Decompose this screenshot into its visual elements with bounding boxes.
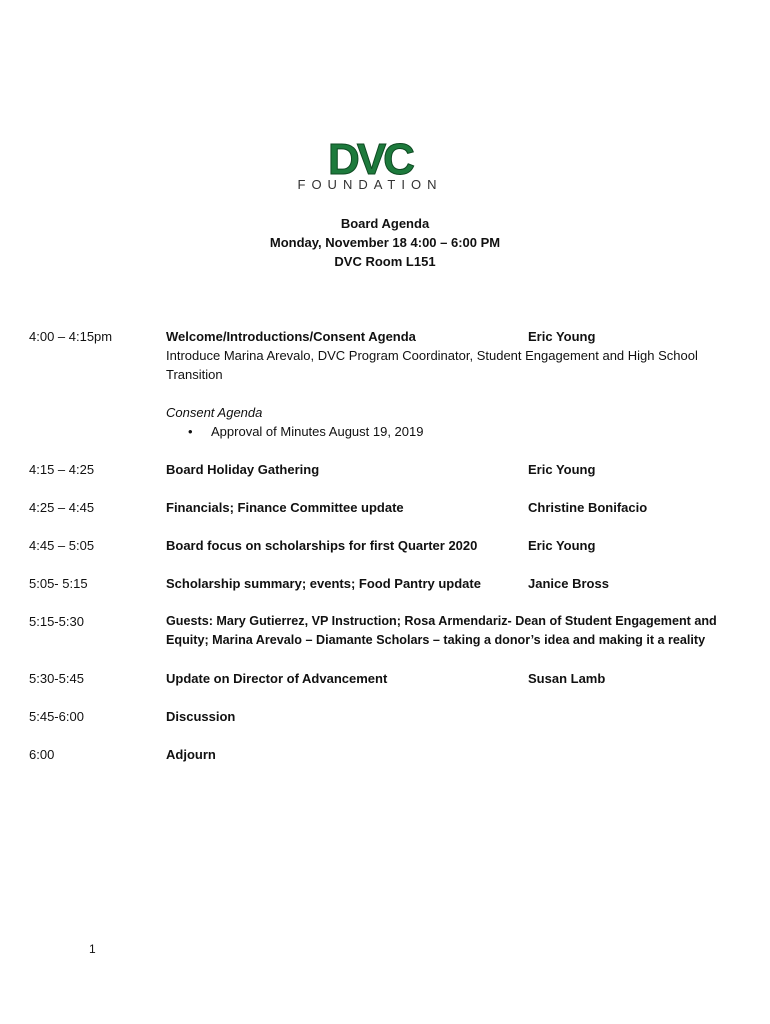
agenda-time: 4:25 – 4:45 — [29, 500, 95, 515]
agenda-topic: Board Holiday Gathering — [166, 462, 320, 477]
agenda-time: 5:05- 5:15 — [29, 576, 88, 591]
agenda-presenter: Eric Young — [528, 538, 596, 553]
agenda-topic: Guests: Mary Gutierrez, VP Instruction; Rosa Armendariz- Dean of Student Engagement and Equity; Marina Arevalo – Diamante Scholars – taking a donor’s idea and making it a reality — [166, 614, 717, 647]
agenda-topic: Welcome/Introductions/Consent Agenda — [166, 329, 416, 344]
agenda-time: 4:00 – 4:15pm — [29, 329, 113, 344]
agenda-presenter: Christine Bonifacio — [528, 500, 648, 515]
agenda-time: 5:15-5:30 — [29, 614, 84, 629]
agenda-topic: Discussion — [166, 709, 236, 724]
agenda-time: 4:15 – 4:25 — [29, 462, 95, 477]
agenda-topic: Financials; Finance Committee update — [166, 500, 404, 515]
meeting-date-time: Monday, November 18 4:00 – 6:00 PM — [269, 235, 501, 250]
consent-agenda-item-text: Approval of Minutes August 19, 2019 — [211, 424, 424, 439]
dvc-foundation-logo-graphic — [270, 132, 470, 196]
consent-agenda-label: Consent Agenda — [166, 405, 263, 420]
agenda-topic: Adjourn — [166, 747, 216, 762]
agenda-time: 5:30-5:45 — [29, 671, 84, 686]
agenda-topic: Update on Director of Advancement — [166, 671, 388, 686]
agenda-presenter: Eric Young — [528, 329, 596, 344]
consent-agenda-item — [188, 422, 423, 441]
dvc-foundation-logo — [270, 132, 470, 196]
agenda-presenter: Janice Bross — [528, 576, 609, 591]
page-number: 1 — [89, 942, 96, 956]
agenda-detail: Introduce Marina Arevalo, DVC Program Coordinator, Student Engagement and High School Transition — [166, 348, 698, 382]
agenda-time: 5:45-6:00 — [29, 709, 84, 724]
agenda-presenter: Susan Lamb — [528, 671, 606, 686]
meeting-location: DVC Room L151 — [334, 254, 436, 269]
bullet-icon: • — [188, 424, 193, 439]
agenda-title: Board Agenda — [340, 216, 430, 231]
agenda-presenter: Eric Young — [528, 462, 596, 477]
agenda-time: 6:00 — [29, 747, 55, 762]
svg-text:FOUNDATION: FOUNDATION — [297, 177, 443, 192]
svg-text:DVC: DVC — [328, 135, 412, 184]
agenda-time: 4:45 – 5:05 — [29, 538, 95, 553]
agenda-topic: Board focus on scholarships for first Quarter 2020 — [166, 538, 478, 553]
agenda-topic: Scholarship summary; events; Food Pantry update — [166, 576, 481, 591]
